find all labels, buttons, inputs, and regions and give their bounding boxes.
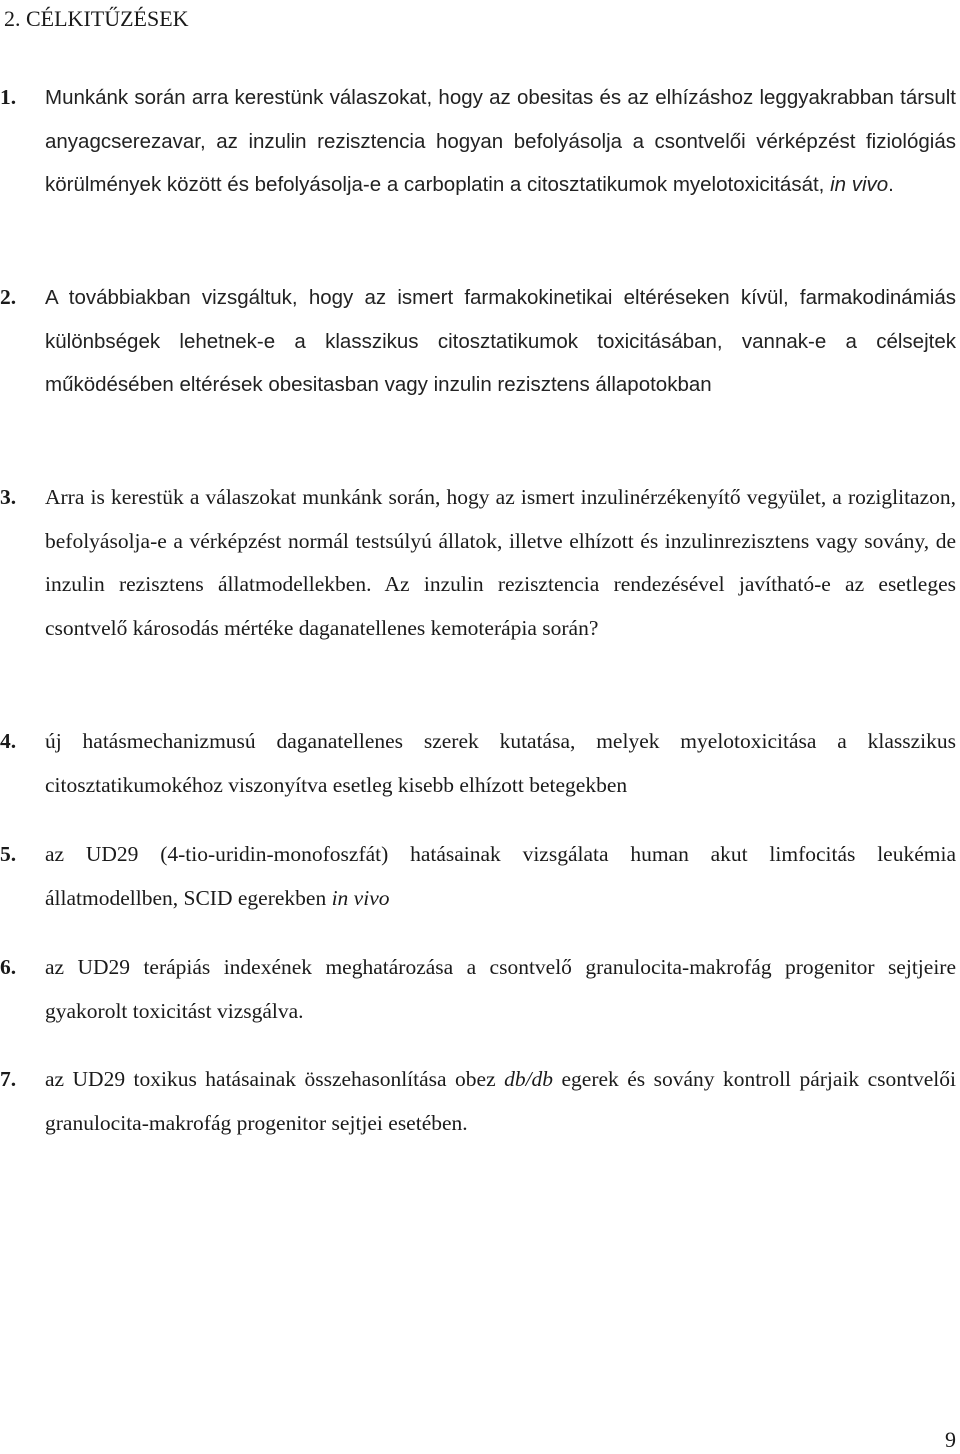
item-text: A továbbiakban vizsgáltuk, hogy az ismert farmakokinetikai eltéréseken kívül, farmakodinámiás különbségek lehetnek-e a klasszikus citosztatikumok toxicitásában, vannak-e a célsejtek működésében eltérések obesitasban vagy inzulin rezisztens állapotokban: [45, 286, 956, 396]
item-number: 6.: [0, 955, 17, 979]
list-item-7: [0, 1058, 956, 1145]
list-item-6: [0, 946, 956, 1033]
list-item-5: [0, 833, 956, 920]
item-number: 2.: [0, 285, 17, 309]
item-text: Arra is kerestük a válaszokat munkánk során, hogy az ismert inzulinérzékenyítő vegyület, a roziglitazon, befolyásolja-e a vérképzést normál testsúlyú állatok, illetve elhízott és inzulinrezisztens vagy sovány, de inzulin rezisztens állatmodellekben. Az inzulin rezisztencia rendezésével javítható-e az esetleges csontvelő károsodás mértéke daganatellenes kemoterápia során?: [45, 485, 956, 640]
item-text: Munkánk során arra kerestünk válaszokat, hogy az obesitas és az elhízáshoz leggyakrabban társult anyagcserezavar, az inzulin rezisztencia hogyan befolyásolja a csontvelői vérképzést fiziológiás körülmények között és befolyásolja-e a carboplatin a citosztatikumok myelotoxicitását, in vivo.: [45, 86, 956, 196]
list-item-1: [0, 76, 956, 207]
item-text: az UD29 toxikus hatásainak összehasonlítása obez db/db egerek és sovány kontroll párjaik csontvelői granulocita-makrofág progenitor sejtjei esetében.: [45, 1067, 956, 1135]
list-item-2: [0, 276, 956, 407]
item-number: 1.: [0, 85, 17, 109]
item-text: az UD29 terápiás indexének meghatározása a csontvelő granulocita-makrofág progenitor sejtjeire gyakorolt toxicitást vizsgálva.: [45, 955, 956, 1023]
item-number: 5.: [0, 842, 17, 866]
section-heading: 2. CÉLKITŰZÉSEK: [4, 6, 189, 31]
list-item-4: [0, 720, 956, 807]
item-number: 4.: [0, 729, 17, 753]
list-item-3: [0, 476, 956, 650]
item-text: új hatásmechanizmusú daganatellenes szerek kutatása, melyek myelotoxicitása a klasszikus citosztatikumokéhoz viszonyítva esetleg kisebb elhízott betegekben: [45, 729, 956, 797]
item-number: 3.: [0, 485, 17, 509]
item-text: az UD29 (4-tio-uridin-monofoszfát) hatásainak vizsgálata human akut limfocitás leukémia állatmodellben, SCID egerekben in vivo: [45, 842, 956, 910]
page-number: 9: [945, 1427, 956, 1452]
item-number: 7.: [0, 1067, 17, 1091]
